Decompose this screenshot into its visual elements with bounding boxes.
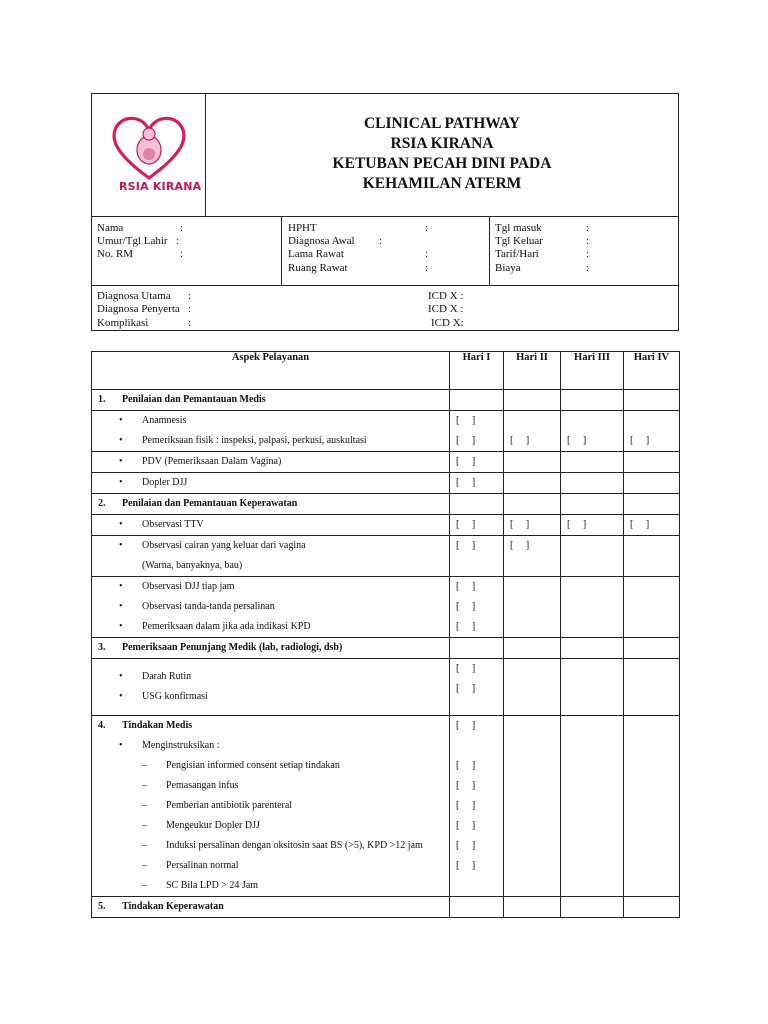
field-komplikasi: Komplikasi bbox=[97, 317, 149, 329]
checkbox[interactable]: [ ] bbox=[630, 435, 650, 446]
field-diagnosa-awal: Diagnosa Awal bbox=[288, 235, 355, 247]
field-biaya: Biaya bbox=[495, 262, 521, 274]
checkbox[interactable]: [ ] bbox=[510, 519, 530, 530]
checkbox[interactable]: [ ] bbox=[630, 519, 650, 530]
header-hari-2: Hari II bbox=[504, 352, 561, 390]
checkbox[interactable]: [ ] bbox=[510, 540, 530, 551]
table-row: • Dopler DJJ [ ] bbox=[92, 473, 680, 494]
section-row: 3. Pemeriksaan Penunjang Medik (lab, radiologi, dsb) bbox=[92, 638, 680, 659]
title-line-1: CLINICAL PATHWAY bbox=[363, 115, 521, 132]
checkbox[interactable]: [ ] bbox=[456, 780, 476, 791]
table-row: • Anamnesis • Pemeriksaan fisik : inspeksi, palpasi, perkusi, auskultasi [ ] [ ] [ ] [ ] [ ] bbox=[92, 411, 680, 452]
field-nama: Nama bbox=[97, 222, 124, 234]
field-ruang-rawat: Ruang Rawat bbox=[288, 262, 348, 274]
checkbox[interactable]: [ ] bbox=[456, 581, 476, 592]
table-row: • Observasi DJJ tiap jam • Observasi tanda-tanda persalinan • Pemeriksaan dalam jika ada indikasi KPD [ ] [ ] [ ] bbox=[92, 577, 680, 638]
checkbox[interactable]: [ ] bbox=[510, 435, 530, 446]
section-row: 2. Penilaian dan Pemantauan Keperawatan bbox=[92, 494, 680, 515]
heart-logo-icon bbox=[109, 112, 189, 182]
section-title: Penilaian dan Pemantauan Medis bbox=[122, 394, 266, 405]
pathway-table bbox=[91, 351, 680, 918]
header-hari-3: Hari III bbox=[561, 352, 624, 390]
field-umur: Umur/Tgl Lahir bbox=[97, 235, 168, 247]
title-line-2: RSIA KIRANA bbox=[390, 135, 494, 152]
table-header bbox=[92, 352, 680, 390]
document-title bbox=[206, 114, 678, 194]
diagnosis-box: Diagnosa Utama : ICD X : Diagnosa Penyerta : ICD X : Komplikasi : ICD X: bbox=[91, 285, 679, 331]
section-title: Pemeriksaan Penunjang Medik (lab, radiologi, dsb) bbox=[122, 642, 343, 653]
field-tarif-hari: Tarif/Hari bbox=[495, 248, 539, 260]
title-line-3: KETUBAN PECAH DINI PADA bbox=[332, 155, 552, 172]
checkbox[interactable]: [ ] bbox=[456, 760, 476, 771]
checkbox[interactable]: [ ] bbox=[456, 840, 476, 851]
patient-info-box: Nama : Umur/Tgl Lahir : No. RM : HPHT : Diagnosa Awal : Lama Rawat : Ruang Rawat : Tgl masuk : Tgl Keluar : Tarif/Hari : Biaya : bbox=[91, 216, 679, 286]
field-tgl-keluar: Tgl Keluar bbox=[495, 235, 543, 247]
icd-penyerta: ICD X : bbox=[428, 303, 464, 315]
section-title: Tindakan Keperawatan bbox=[122, 901, 224, 912]
checkbox[interactable]: [ ] bbox=[456, 415, 476, 426]
checkbox[interactable]: [ ] bbox=[456, 621, 476, 632]
title-line-4: KEHAMILAN ATERM bbox=[362, 175, 522, 192]
checkbox[interactable]: [ ] bbox=[567, 435, 587, 446]
checkbox[interactable]: [ ] bbox=[456, 683, 476, 694]
section-row: 5. Tindakan Keperawatan bbox=[92, 897, 680, 918]
section-title: Penilaian dan Pemantauan Keperawatan bbox=[122, 498, 298, 509]
table-row: • PDV (Pemeriksaan Dalam Vagina) [ ] bbox=[92, 452, 680, 473]
section-title: Tindakan Medis bbox=[122, 720, 193, 731]
checkbox[interactable]: [ ] bbox=[456, 435, 476, 446]
checkbox[interactable]: [ ] bbox=[456, 663, 476, 674]
checkbox[interactable]: [ ] bbox=[567, 519, 587, 530]
checkbox[interactable]: [ ] bbox=[456, 720, 476, 731]
field-diagnosa-penyerta: Diagnosa Penyerta bbox=[97, 303, 180, 315]
header-hari-4: Hari IV bbox=[624, 352, 680, 390]
checkbox[interactable]: [ ] bbox=[456, 456, 476, 467]
icd-utama: ICD X : bbox=[428, 290, 464, 302]
logo-text: RSIA KIRANA bbox=[119, 180, 202, 193]
header-aspek: Aspek Pelayanan bbox=[92, 352, 450, 390]
checkbox[interactable]: [ ] bbox=[456, 800, 476, 811]
checkbox[interactable]: [ ] bbox=[456, 519, 476, 530]
field-diagnosa-utama: Diagnosa Utama bbox=[97, 290, 171, 302]
title-box bbox=[205, 93, 679, 217]
table-row: 4. Tindakan Medis • Menginstruksikan : – Pengisian informed consent setiap tindakan – Pemasangan infus – Pemberian antibiotik parenteral – Mengeukur Dopler DJJ – Induksi persalinan dengan oksitosin saat BS (>5), KPD >12 jam – Persalinan normal – SC Bila LPD > 24 Jam [ ] [ ] [ ] [ ] [ ] [ ] [ ] bbox=[92, 716, 680, 897]
icd-komplikasi: ICD X: bbox=[431, 317, 464, 329]
section-row: 1. Penilaian dan Pemantauan Medis bbox=[92, 390, 680, 411]
table-row: • Darah Rutin • USG konfirmasi [ ] [ ] bbox=[92, 659, 680, 716]
field-no-rm: No. RM bbox=[97, 248, 134, 260]
checkbox[interactable]: [ ] bbox=[456, 820, 476, 831]
checkbox[interactable]: [ ] bbox=[456, 601, 476, 612]
field-tgl-masuk: Tgl masuk bbox=[495, 222, 542, 234]
logo-box bbox=[91, 93, 206, 217]
table-row: • Observasi cairan yang keluar dari vagina (Warna, banyaknya, bau) [ ] [ ] bbox=[92, 536, 680, 577]
field-lama-rawat: Lama Rawat bbox=[288, 248, 344, 260]
checkbox[interactable]: [ ] bbox=[456, 477, 476, 488]
checkbox[interactable]: [ ] bbox=[456, 540, 476, 551]
field-hpht: HPHT bbox=[288, 222, 317, 234]
table-row: • Observasi TTV [ ] [ ] [ ] [ ] bbox=[92, 515, 680, 536]
header-hari-1: Hari I bbox=[450, 352, 504, 390]
checkbox[interactable]: [ ] bbox=[456, 860, 476, 871]
